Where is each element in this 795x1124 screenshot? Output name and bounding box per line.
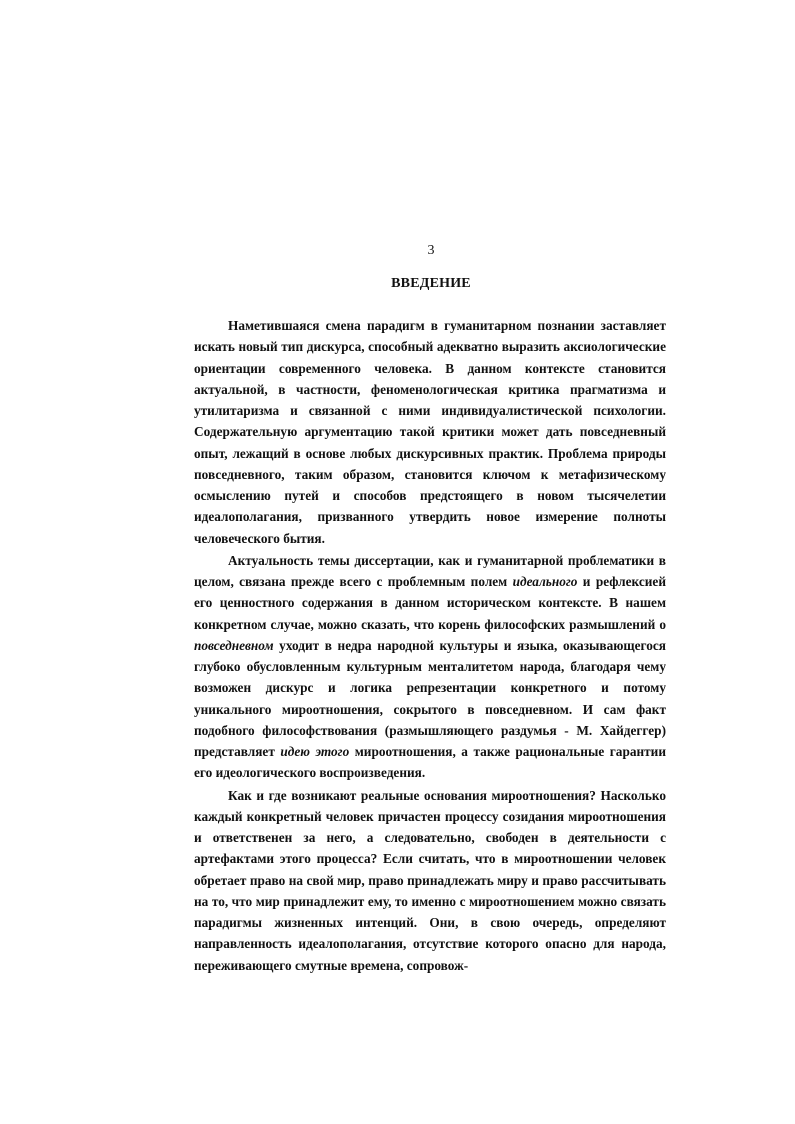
page-number: 3 — [427, 243, 435, 258]
text-run: уходит в недра народной культуры и языка, оказывающегося глубоко обусловленным культурным менталитетом народа, благодаря чему возможен дискурс и логика репрезентации конкретного и потому уникального мироотношения, сокрытого в повседневном. И сам факт подобного философствования (размышляющего раздумья - М. Хайдеггер) представляет — [194, 637, 666, 759]
paragraph-2 — [194, 550, 666, 784]
italic-term: идеального — [512, 574, 578, 589]
page-heading: ВВЕДЕНИЕ — [391, 276, 471, 291]
text-run: мироотношения, а также рациональные гарантии его идеологического воспроизведения. — [194, 744, 667, 781]
text-run: и рефлексией его ценностного содержания в данном историческом контексте. В нашем конкретном случае, можно сказать, что корень философских размышлений о — [194, 574, 666, 632]
text-run: Актуальность темы диссертации, как и гуманитарной проблематики в целом, связана прежде всего с проблемным полем — [194, 552, 666, 589]
paragraph-3 — [194, 785, 666, 976]
italic-term: идею этого — [280, 744, 350, 759]
body-text — [194, 315, 666, 976]
italic-term: повседневном — [194, 637, 274, 653]
paragraph-1 — [194, 315, 666, 549]
text-run: Наметившаяся смена парадигм в гуманитарном познании заставляет искать новый тип дискурса, способный адекватно выразить аксиологические ориентации современного человека. В данном контексте становится актуальной, в частности, феноменологическая критика прагматизма и утилитаризма и связанной с ними индивидуалистической психологии. Содержательную аргументацию такой критики может дать повседневный опыт, лежащий в основе любых дискурсивных практик. Проблема природы повседневного, таким образом, становится ключом к метафизическому осмыслению путей и способов предстоящего в новом тысячелетии идеалополагания, призванного утвердить новое измерение полноты человеческого бытия. — [194, 318, 666, 546]
text-run: Как и где возникают реальные основания мироотношения? Насколько каждый конкретный человек причастен процессу созидания мироотношения и ответственен за него, а следовательно, свободен в деятельности с артефактами этого процесса? Если считать, что в мироотношении человек обретает право на свой мир, право принадлежать миру и право рассчитывать на то, что мир принадлежит ему, то именно с мироотношением можно связать парадигмы жизненных интенций. Они, в свою очередь, определяют направленность идеалополагания, отсутствие которого опасно для народа, переживающего смутные времена, сопровож- — [194, 787, 666, 973]
